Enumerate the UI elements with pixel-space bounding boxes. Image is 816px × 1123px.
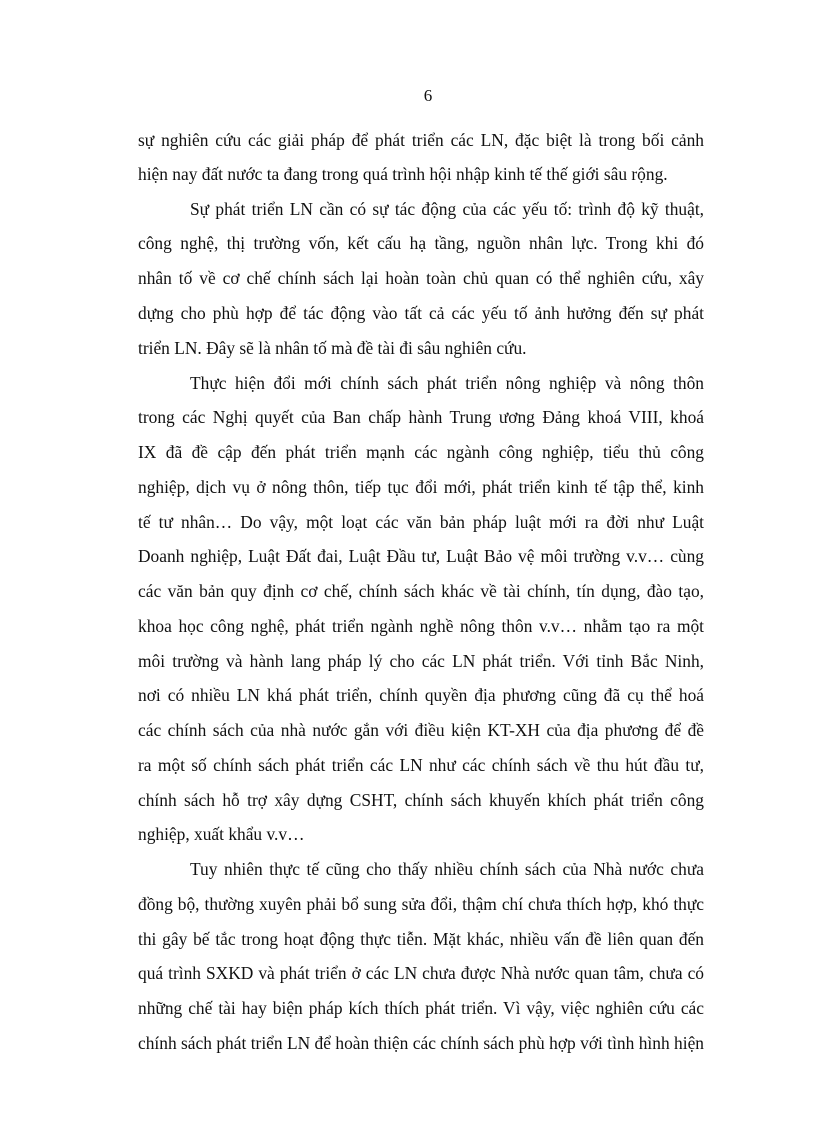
text-line: nghiệp, xuất khẩu v.v…: [138, 824, 305, 844]
text-line: quá trình SXKD và phát triển ở các LN chưa được Nhà nước quan tâm, chưa có: [138, 963, 704, 983]
text-line: trong các Nghị quyết của Ban chấp hành Trung ương Đảng khoá VIII, khoá: [138, 407, 704, 427]
text-line: công nghệ, thị trường vốn, kết cấu hạ tầng, nguồn nhân lực. Trong khi đó: [138, 233, 704, 253]
page-number: 6: [423, 86, 433, 105]
paragraph-first-line: Sự phát triển LN cần có sự tác động của các yếu tố: trình độ kỹ thuật,: [190, 199, 704, 219]
text-line: ra một số chính sách phát triển các LN như các chính sách về thu hút đầu tư,: [138, 755, 704, 775]
text-line: các văn bản quy định cơ chế, chính sách khác về tài chính, tín dụng, đào tạo,: [138, 581, 704, 601]
text-line: đồng bộ, thường xuyên phải bổ sung sửa đổi, thậm chí chưa thích hợp, khó thực: [138, 894, 704, 914]
text-line: tế tư nhân… Do vậy, một loạt các văn bản pháp luật mới ra đời như Luật: [138, 512, 704, 532]
text-line: nhân tố về cơ chế chính sách lại hoàn toàn chủ quan có thể nghiên cứu, xây: [138, 268, 704, 288]
text-line: Doanh nghiệp, Luật Đất đai, Luật Đầu tư, Luật Bảo vệ môi trường v.v… cùng: [138, 546, 704, 566]
text-line: khoa học công nghệ, phát triển ngành nghề nông thôn v.v… nhằm tạo ra một: [138, 616, 704, 636]
text-line: hiện nay đất nước ta đang trong quá trình hội nhập kinh tế thế giới sâu rộng.: [138, 164, 668, 184]
text-line: nơi có nhiều LN khá phát triển, chính quyền địa phương cũng đã cụ thể hoá: [138, 685, 704, 705]
text-line: các chính sách của nhà nước gắn với điều kiện KT-XH của địa phương để đề: [138, 720, 704, 740]
paragraph-first-line: Tuy nhiên thực tế cũng cho thấy nhiều chính sách của Nhà nước chưa: [190, 859, 704, 879]
paragraph-first-line: Thực hiện đổi mới chính sách phát triển nông nghiệp và nông thôn: [190, 373, 704, 393]
text-line: môi trường và hành lang pháp lý cho các LN phát triển. Với tỉnh Bắc Ninh,: [138, 651, 704, 671]
text-line: triển LN. Đây sẽ là nhân tố mà đề tài đi sâu nghiên cứu.: [138, 338, 527, 358]
text-line: IX đã đề cập đến phát triển mạnh các ngành công nghiệp, tiểu thủ công: [138, 442, 704, 462]
text-line: chính sách hỗ trợ xây dựng CSHT, chính sách khuyến khích phát triển công: [138, 790, 704, 810]
text-line: chính sách phát triển LN để hoàn thiện các chính sách phù hợp với tình hình hiện: [138, 1033, 704, 1053]
text-line: nghiệp, dịch vụ ở nông thôn, tiếp tục đổi mới, phát triển kinh tế tập thể, kinh: [138, 477, 704, 497]
text-line: sự nghiên cứu các giải pháp để phát triển các LN, đặc biệt là trong bối cảnh: [138, 130, 704, 150]
text-line: thi gây bế tắc trong hoạt động thực tiễn. Mặt khác, nhiều vấn đề liên quan đến: [138, 929, 704, 949]
text-line: những chế tài hay biện pháp kích thích phát triển. Vì vậy, việc nghiên cứu các: [138, 998, 704, 1018]
text-line: dựng cho phù hợp để tác động vào tất cả các yếu tố ảnh hưởng đến sự phát: [138, 303, 704, 323]
